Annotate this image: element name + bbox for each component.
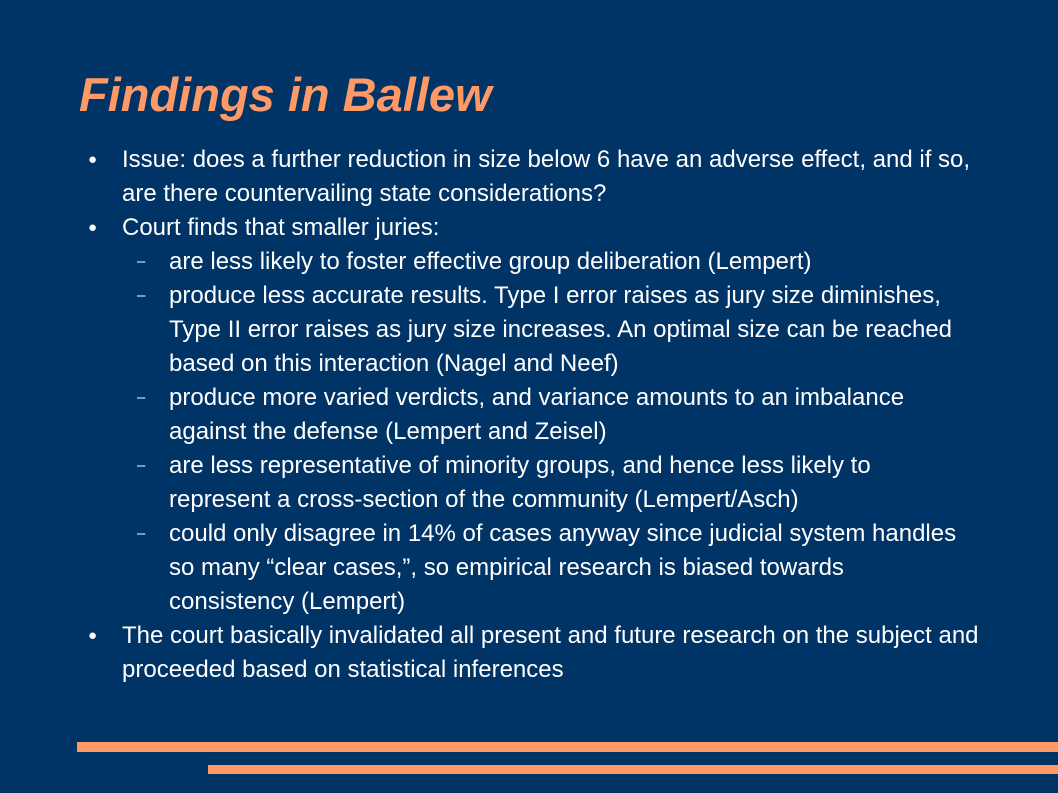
dash-marker: – [137,253,146,270]
sub-list [122,245,1008,619]
bullet-text: Issue: does a further reduction in size below 6 have an adverse effect, and if so, are there countervailing state considerations? [122,146,971,207]
bullet-item [0,211,1058,619]
dash-marker: – [137,389,146,406]
bullet-marker: ● [88,627,98,644]
bullet-text: The court basically invalidated all present and future research on the subject and proceeded based on statistical inferences [122,622,979,683]
sub-item-text: produce less accurate results. Type I error raises as jury size diminishes, Type II error raises as jury size increases. An optimal size can be reached based on this interaction (Nagel and Neef) [169,282,953,377]
bullet-item [0,143,1058,211]
bullet-list [0,143,1058,687]
sub-item [0,517,1008,619]
sub-item [0,245,1008,279]
sub-item-text: could only disagree in 14% of cases anyway since judicial system handles so many “clear cases,”, so empirical research is biased towards consistency (Lempert) [169,520,957,615]
sub-item-text: produce more varied verdicts, and variance amounts to an imbalance against the defense (Lempert and Zeisel) [169,384,905,445]
dash-marker: – [137,287,146,304]
bullet-text: Court finds that smaller juries: [122,214,440,241]
bullet-marker: ● [88,151,98,168]
slide-title: Findings in Ballew [79,68,492,121]
sub-item [0,381,1008,449]
sub-item-text: are less likely to foster effective group deliberation (Lempert) [169,248,812,275]
dash-marker: – [137,457,146,474]
sub-item [0,449,1008,517]
decorative-bar-bottom [208,765,1058,774]
sub-item-text: are less representative of minority groups, and hence less likely to represent a cross-section of the community (Lempert/Asch) [169,452,871,513]
decorative-bar-top [77,742,1058,752]
bullet-item [0,619,1058,687]
sub-item [0,279,1008,381]
dash-marker: – [137,525,146,542]
bullet-marker: ● [88,219,98,236]
